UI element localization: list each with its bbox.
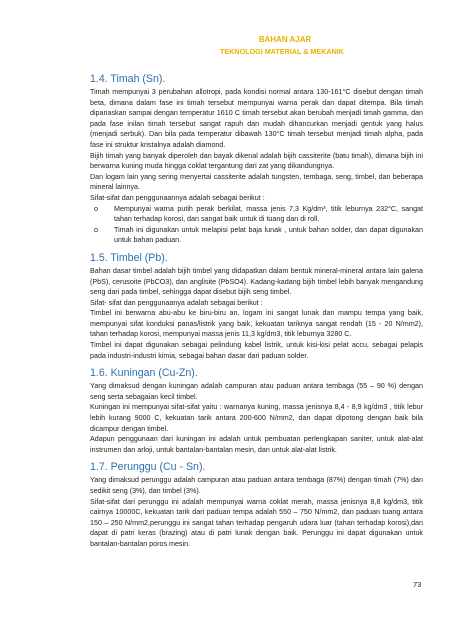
bullet-icon: o — [94, 204, 98, 213]
list-item-text: Timah ini digunakan untuk melapisi pelat baja lunak , untuk bahan solder, dan dapat digunakan untuk bahan paduan. — [114, 225, 423, 245]
section-heading: 1.5. Timbel (Pb). — [90, 251, 168, 264]
paragraph: Bahan dasar timbel adalah bijih timbel yang didapatkan dalam bentuk mineral-mineral antara lain galena (PbS), cerusoite (PbCO3), dan anglisite (PbSO4). Kadang-kadang bijih timbel lebih banyak mengandung seng dari pada timbel, sehingga dapat disebut bijih seng timbel. — [90, 266, 423, 297]
paragraph: Timbel ini dapat digunakan sebagai pelindung kabel listrik, untuk kisi-kisi pelat accu, sebagai pelapis pada industri-industri kimia, sebagai bahan dasar dari paduan solder. — [90, 341, 423, 360]
bullet-icon: o — [94, 225, 98, 234]
paragraph: Timah mempunyai 3 perubahan allotropi, pada kondisi normal antara 130-161°C disebut dengan timah beta, dimana dalam fase ini timah tersebut mempunyai warna perak dan dapat ditempa. Bila timah dipanaskan sampai dengan temperatur 1610 C timah tersebut akan berubah menjadi timah gamma, dan pada fase inilan timah tersebut sangat rapuh dan mudah dihancurkan menjadi gentuk yang halus (menjadi serbuk). Dan bila pada temperatur dibawah 130°C timah tersebut menjadi timah alpha, pada fase ini struktur kristalnya adalah diamond. — [90, 88, 423, 149]
paragraph: Sifat-sifat dan penggunaannya adalah sebagai berikut : — [90, 193, 265, 202]
section-timbel — [90, 252, 423, 361]
paragraph: Yang dimaksud perunggu adalah campuran atau paduan antara tembaga (87%) dengan timah (7%) dan sedikit seng (3%), dan timbel (3%). — [90, 476, 423, 495]
page-content — [90, 73, 423, 556]
list-item — [90, 204, 423, 225]
section-kuningan — [90, 367, 423, 455]
paragraph: Sifat- sifat dan penggunaanya adalah sebagai berikut : — [90, 298, 263, 307]
list-item — [90, 225, 423, 246]
paragraph: Bijih timah yang banyak diperoleh dan bayak dikenal adalah bijih cassiterite (batu timah), dimana bijih ini berwarna kuning muda hingga coklat tergantung dari zat yang dikandungnya. — [90, 151, 423, 171]
section-perunggu — [90, 461, 423, 549]
section-heading: 1.6. Kuningan (Cu-Zn). — [90, 367, 198, 380]
list-item-text: Mempunyai warna putih perak berkilat, massa jenis 7,3 Kg/dm³, titik leburnya 232°C, sangat tahan terhadap korosi, dan sangat baik untuk di tuang dan di roll. — [114, 204, 423, 224]
header-subtitle: TEKNOLOGI MATERIAL & MEKANIK — [220, 47, 344, 56]
section-heading: 1.4. Timah (Sn). — [90, 73, 166, 85]
section-heading: 1.7. Perunggu (Cu - Sn). — [90, 461, 206, 474]
section-timah — [90, 73, 423, 246]
paragraph: Kuningan ini mempunyai sifat-sifat yaitu : warnanya kuning, massa jenisnya 8,4 - 8,9 kg/dm3 , titik lebur lebih kurang 9000 C, kekuatan tarik antara 200-600 N/mm2, dan dapat dipotong dengan baik bila dicampur dengan timbel. — [90, 403, 423, 433]
paragraph: Adapun penggunaan dari kuningan ini adalah untuk pembuatan perlengkapan saniter, untuk alat-alat instrumen dan arloji, untuk bantalan-bantalan mesin, dan untuk alat-alat listrik. — [90, 435, 423, 454]
paragraph: Timbel ini berwarna abu-abu ke biru-biru an, logam ini sangat lunak dan mampu tempa yang baik, mempunyai sifat konduksi panas/listrik yang baik, kekuatan tariknya sangat rendah (15 - 20 N/mm2), tahan terhadap korosi, mempunyai massa jenis 11,3 kg/dm3, titik leburnya 3280 C. — [90, 309, 423, 339]
paragraph: Sifat-sifat dari perunggu ini adalah mempunyai warna coklat merah, massa jenisnya 8,8 kg/dm3, titik cairnya 10000C, kekuatan tarik dari paduan tempa adalah 550 – 750 N/mm2, dan paduan tuang antara 150 – 250 N/mm2,perunggu ini sangat tahan terhadap pengaruh udara luar (tahan terhadap korosi),dan dapat di patri keras (brazing) atau di patri lunak dengan baik. Perunggu ini dapat digunakan untuk bantalan-bantalan poros mesin. — [90, 497, 423, 548]
header-title: BAHAN AJAR — [258, 35, 312, 44]
paragraph: Dan logam lain yang sering menyertai cassiterite adalah tungsten, tembaga, seng, timbel, dan beberapa mineral lainnya. — [90, 172, 423, 192]
paragraph: Yang dimaksud dengan kuningan adalah campuran atau paduan antara tembaga (55 – 90 %) dengan seng serta sebagaian kecil timbel. — [90, 382, 423, 401]
page-number: 73 — [413, 580, 422, 589]
